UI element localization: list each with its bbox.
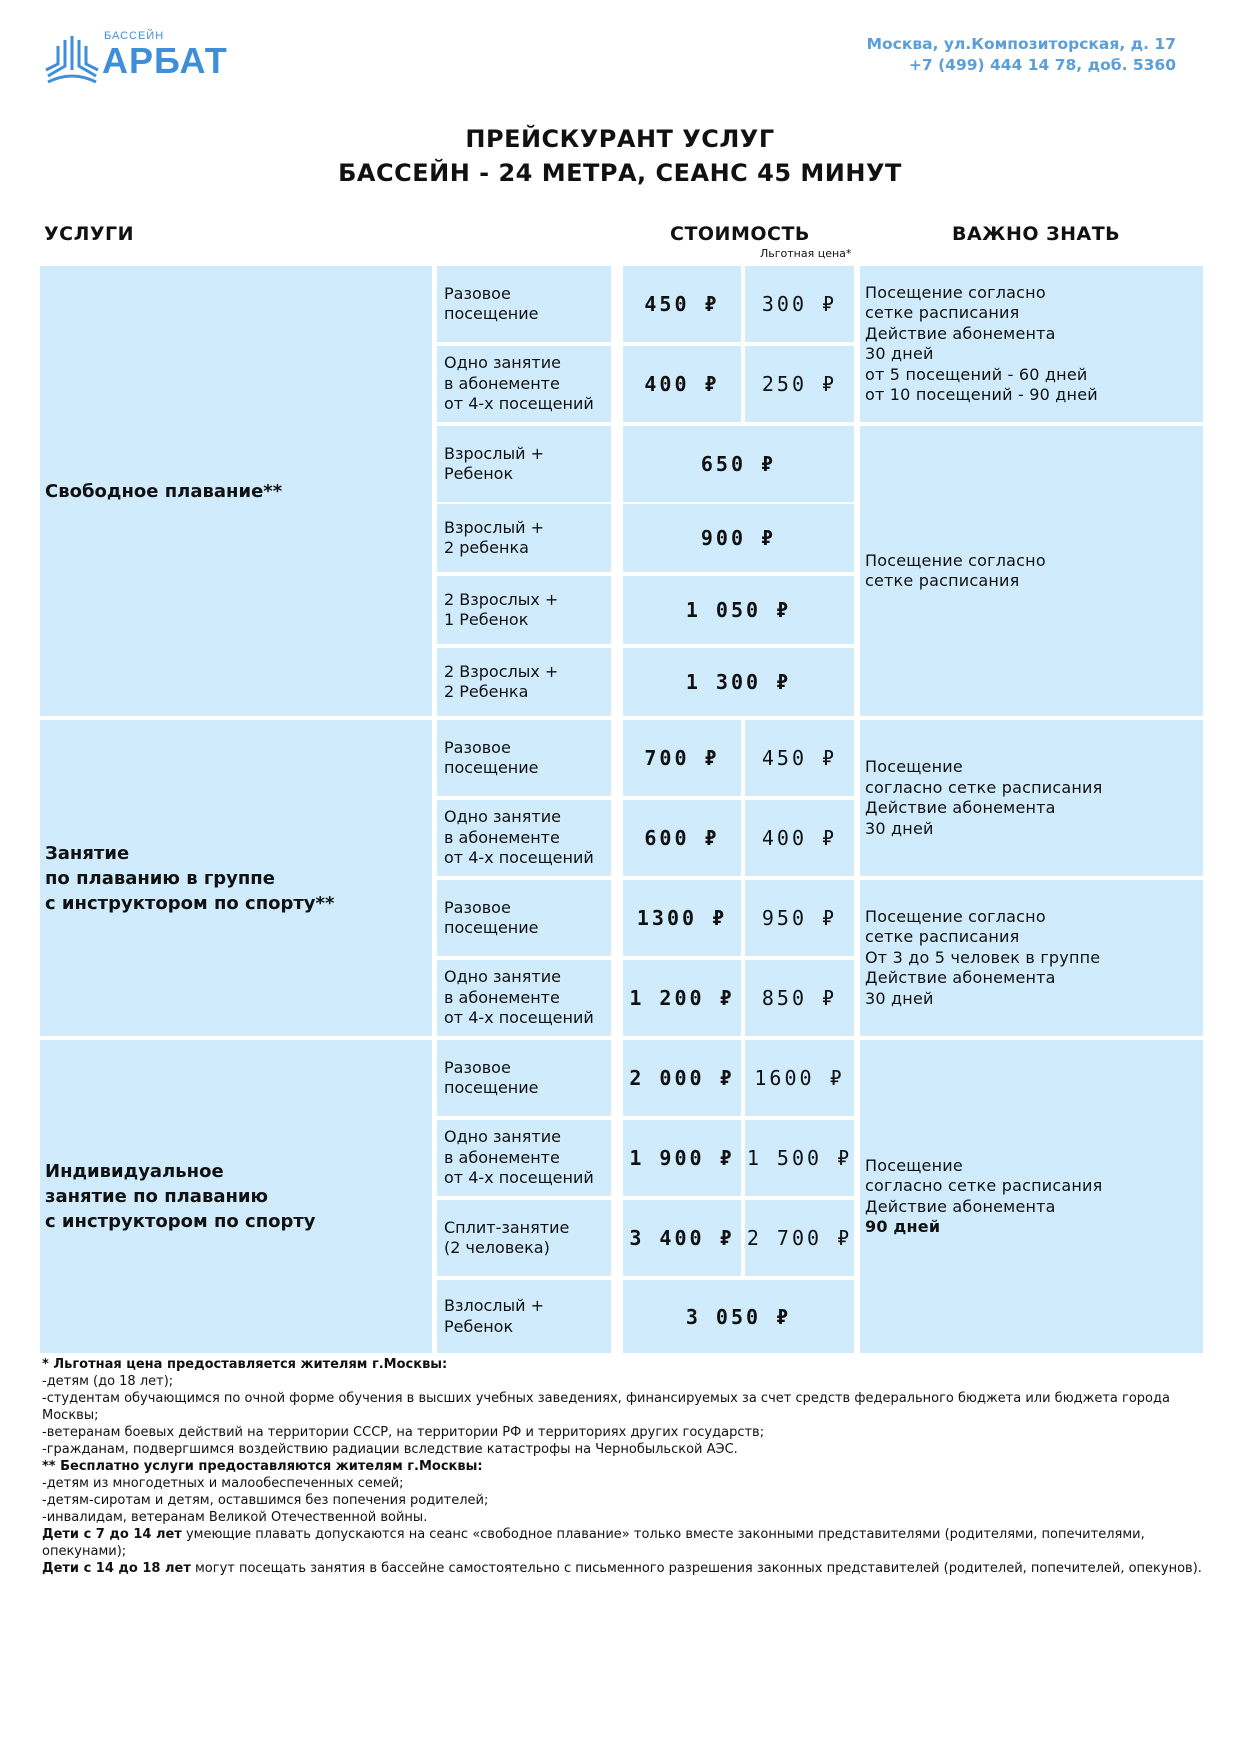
logo — [44, 30, 228, 90]
option-label: Одно занятие в абонементе от 4-х посещений — [444, 1127, 594, 1188]
option-label: Взлослый + Ребенок — [444, 1296, 545, 1336]
option-label: Одно занятие в абонементе от 4-х посещений — [444, 807, 594, 868]
price-cell — [623, 720, 741, 796]
option-cell — [437, 1280, 611, 1353]
price-cell — [623, 960, 741, 1036]
price-cell — [623, 648, 854, 716]
option-cell — [437, 504, 611, 572]
price-cell — [623, 346, 741, 422]
important-note-bold: 90 дней — [865, 1217, 941, 1236]
important-note-cell — [860, 720, 1203, 876]
price-cell — [623, 1120, 741, 1196]
discount-price-cell — [745, 266, 854, 342]
page-title — [0, 122, 1240, 190]
important-note — [865, 1156, 1102, 1238]
price-value: 2 000 ₽ — [629, 1066, 735, 1090]
rule-2-bold: Дети с 14 до 18 лет — [42, 1561, 191, 1576]
title-line-2: БАССЕЙН - 24 МЕТРА, СЕАНС 45 МИНУТ — [338, 159, 902, 187]
footnote-item: -детям из многодетных и малообеспеченных семей; — [42, 1476, 404, 1491]
discount-price-value: 450 ₽ — [761, 746, 838, 770]
price-value: 650 ₽ — [700, 452, 777, 476]
important-note-cell — [860, 1040, 1203, 1353]
discount-price-cell — [745, 880, 854, 956]
price-value: 3 050 ₽ — [685, 1304, 792, 1329]
discount-price-cell — [745, 800, 854, 876]
footnote-discount-list — [42, 1373, 1202, 1458]
footnote-item: -инвалидам, ветеранам Великой Отечественной войны. — [42, 1510, 428, 1525]
important-note-cell — [860, 880, 1203, 1036]
price-cell — [623, 266, 741, 342]
discount-price-cell — [745, 720, 854, 796]
footnote-rule-children-7-14 — [42, 1526, 1202, 1560]
option-cell — [437, 426, 611, 502]
discount-price-cell — [745, 960, 854, 1036]
option-cell — [437, 346, 611, 422]
option-label: Разовое посещение — [444, 737, 539, 777]
discount-price-value: 1 500 ₽ — [746, 1146, 853, 1170]
option-label: 2 Взрослых + 2 Ребенка — [444, 661, 559, 701]
important-note — [865, 757, 1102, 839]
option-label: 2 Взрослых + 1 Ребенок — [444, 589, 559, 629]
service-name: Индивидуальное занятие по плаванию с инструктором по спорту — [45, 1161, 316, 1232]
discount-price-cell — [745, 1200, 854, 1276]
price-value: 1300 ₽ — [636, 906, 728, 930]
option-cell — [437, 266, 611, 342]
important-note-text: Посещение согласно сетке расписания Действие абонемента 30 дней — [865, 757, 1103, 838]
service-name-cell — [40, 266, 432, 716]
price-cell — [623, 880, 741, 956]
price-value: 1 300 ₽ — [685, 670, 792, 694]
column-header-cost: СТОИМОСТЬ — [670, 223, 810, 245]
important-note-text: Посещение согласно сетке расписания Действие абонемента — [865, 1155, 1103, 1216]
rule-1-text: умеющие плавать допускаются на сеанс «свободное плавание» только вместе законными представителями (родителями, попечителями, опекунами); — [42, 1527, 1145, 1559]
option-cell — [437, 880, 611, 956]
price-value: 450 ₽ — [644, 292, 720, 316]
option-label: Взрослый + 2 ребенка — [444, 517, 544, 557]
address: Москва, ул.Композиторская, д. 17 — [866, 35, 1176, 53]
option-label: Разовое посещение — [444, 897, 539, 937]
footnote-item: -детям-сиротам и детям, оставшимся без попечения родителей; — [42, 1493, 489, 1508]
footnote-item: -ветеранам боевых действий на территории СССР, на территории РФ и территориях других государств; — [42, 1425, 765, 1440]
important-note-text: Посещение согласно сетке расписания Действие абонемента 30 дней от 5 посещений - 60 дней от 10 посещений - 90 дней — [865, 282, 1098, 404]
price-cell — [623, 1280, 854, 1353]
option-cell — [437, 960, 611, 1036]
service-name: Свободное плавание** — [45, 480, 283, 502]
footnote-rule-children-14-18 — [42, 1560, 1202, 1577]
important-note — [865, 283, 1098, 406]
price-value: 1 050 ₽ — [685, 598, 792, 622]
footnote-discount-title: * Льготная цена предоставляется жителям г.Москвы: — [42, 1357, 448, 1372]
footnote-item: -детям (до 18 лет); — [42, 1374, 174, 1389]
option-label: Одно занятие в абонементе от 4-х посещений — [444, 967, 594, 1028]
option-cell — [437, 648, 611, 716]
price-value: 600 ₽ — [644, 826, 720, 850]
discount-price-value: 950 ₽ — [761, 906, 838, 930]
price-cell — [623, 1040, 741, 1116]
important-note — [865, 907, 1100, 1010]
logo-subtitle: БАССЕЙН — [104, 30, 165, 42]
contact-info — [867, 34, 1176, 76]
important-note-text: Посещение согласно сетке расписания От 3 до 5 человек в группе Действие абонемента 30 дней — [865, 906, 1101, 1008]
footnote-item: -гражданам, подвергшимся воздействию радиации вследствие катастрофы на Чернобыльской АЭС. — [42, 1442, 738, 1457]
option-label: Взрослый + Ребенок — [444, 443, 544, 483]
discount-price-value: 1600 ₽ — [754, 1066, 845, 1090]
column-header-services: УСЛУГИ — [44, 223, 135, 245]
discount-price-value: 250 ₽ — [761, 372, 838, 396]
option-label: Разовое посещение — [444, 1057, 539, 1097]
logo-title: АРБАТ — [102, 40, 228, 81]
option-cell — [437, 576, 611, 644]
footnote-free-list — [42, 1475, 1202, 1526]
option-cell — [437, 1120, 611, 1196]
discount-price-cell — [745, 1120, 854, 1196]
price-value: 900 ₽ — [700, 526, 777, 550]
important-note-text: Посещение согласно сетке расписания — [865, 550, 1046, 590]
column-header-important: ВАЖНО ЗНАТЬ — [952, 223, 1121, 245]
price-cell — [623, 1200, 741, 1276]
discount-price-value: 400 ₽ — [761, 826, 838, 850]
phone: +7 (499) 444 14 78, доб. 5360 — [908, 56, 1176, 74]
column-header-discount-note: Льготная цена* — [760, 247, 852, 260]
price-value: 700 ₽ — [644, 746, 720, 770]
logo-icon — [44, 32, 100, 90]
discount-price-cell — [745, 346, 854, 422]
price-value: 1 900 ₽ — [629, 1146, 735, 1170]
option-label: Сплит-занятие (2 человека) — [444, 1217, 570, 1257]
service-name-cell — [40, 720, 432, 1036]
option-label: Разовое посещение — [444, 283, 539, 323]
service-name-cell — [40, 1040, 432, 1353]
price-cell — [623, 504, 854, 572]
price-value: 1 200 ₽ — [629, 986, 735, 1010]
price-value: 3 400 ₽ — [629, 1226, 735, 1250]
price-cell — [623, 800, 741, 876]
important-note-cell — [860, 426, 1203, 716]
important-note-cell — [860, 266, 1203, 422]
price-cell — [623, 426, 854, 502]
discount-price-value: 2 700 ₽ — [746, 1226, 853, 1250]
discount-price-value: 300 ₽ — [761, 292, 838, 316]
discount-price-value: 850 ₽ — [761, 986, 838, 1010]
price-value: 400 ₽ — [644, 372, 720, 396]
discount-price-cell — [745, 1040, 854, 1116]
option-cell — [437, 1200, 611, 1276]
option-cell — [437, 1040, 611, 1116]
footnote-item: -студентам обучающимся по очной форме обучения в высших учебных заведениях, финансируемых за счет средств федерального бюджета или бюджета города Москвы; — [42, 1391, 1170, 1423]
option-cell — [437, 800, 611, 876]
footnotes — [42, 1356, 1202, 1577]
rule-2-text: могут посещать занятия в бассейне самостоятельно с письменного разрешения законных представителей (родителей, попечителей, опекунов). — [190, 1561, 1202, 1576]
footnote-free-title: ** Бесплатно услуги предоставляются жителям г.Москвы: — [42, 1459, 483, 1474]
important-note — [865, 551, 1046, 592]
option-label: Одно занятие в абонементе от 4-х посещений — [444, 353, 594, 414]
service-name: Занятие по плаванию в группе с инструктором по спорту** — [45, 842, 335, 914]
title-line-1: ПРЕЙСКУРАНТ УСЛУГ — [465, 125, 775, 153]
price-cell — [623, 576, 854, 644]
option-cell — [437, 720, 611, 796]
rule-1-bold: Дети с 7 до 14 лет — [42, 1527, 182, 1542]
